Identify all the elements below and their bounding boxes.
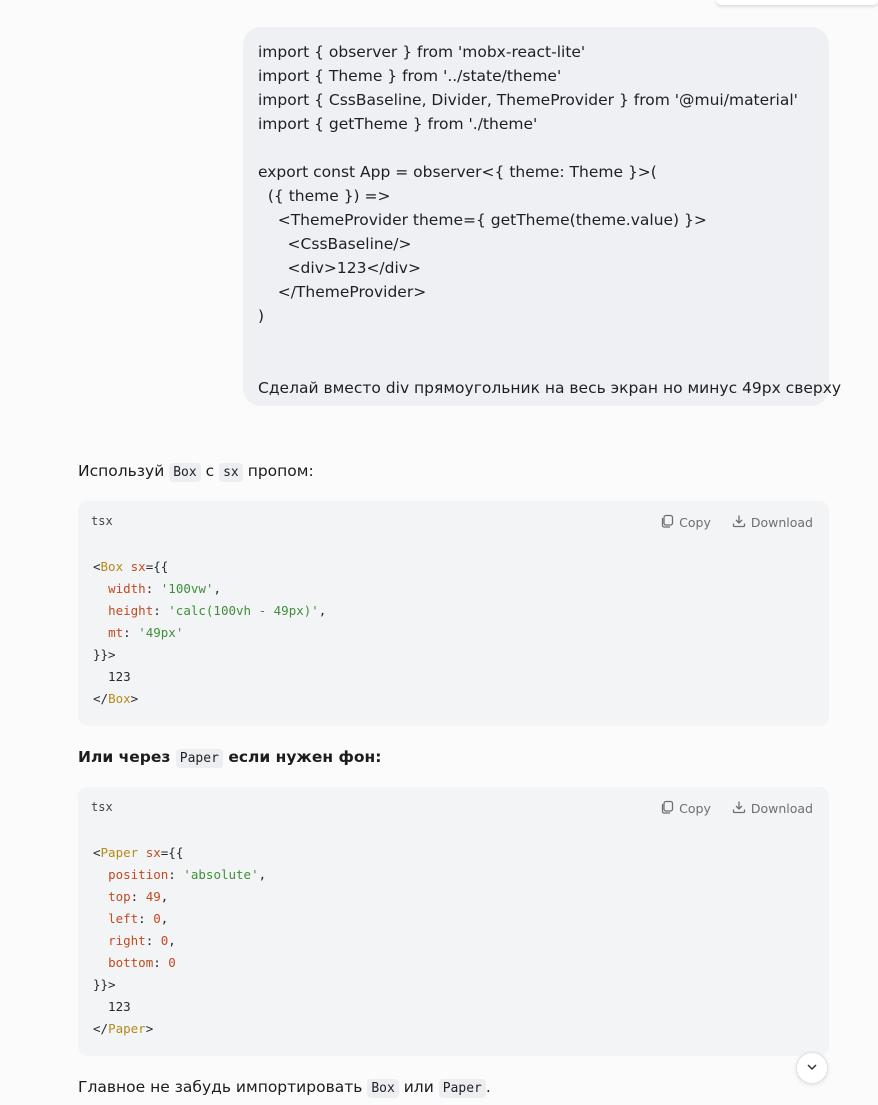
answer-intro — [78, 459, 314, 485]
intro-text-mid: с — [205, 462, 215, 480]
code-token: , — [213, 581, 221, 596]
code-token: < — [93, 845, 101, 860]
code-token: Box — [100, 559, 124, 574]
code-line — [93, 930, 266, 952]
code-line — [93, 1018, 266, 1040]
code-token: : — [153, 955, 169, 970]
code-line — [93, 556, 326, 578]
user-message-line: <CssBaseline/> — [258, 235, 412, 253]
user-message-line — [258, 136, 814, 160]
code-token — [93, 625, 108, 640]
code-token: sx — [145, 845, 161, 860]
code-token: , — [258, 867, 267, 882]
code-token: , — [160, 911, 169, 926]
code-token: , — [168, 933, 176, 948]
copy-label: Copy — [679, 515, 711, 530]
code-token: width — [108, 581, 146, 596]
code-actions — [659, 799, 813, 818]
inline-code-sx: sx — [219, 463, 243, 482]
code-token: : — [130, 889, 146, 904]
download-label: Download — [750, 801, 813, 816]
code-token: }}> — [93, 977, 116, 992]
code-line — [93, 644, 326, 666]
code-actions — [659, 513, 813, 532]
code-token: , — [318, 603, 327, 618]
code-token — [93, 911, 108, 926]
code-token: 123 — [93, 999, 131, 1014]
intro-text-before: Используй — [78, 462, 165, 480]
code-token: 0 — [160, 933, 169, 948]
code-token: 0 — [168, 955, 176, 970]
code-language-label: tsx — [91, 800, 113, 814]
code-line — [93, 600, 326, 622]
top-popover-edge — [716, 0, 878, 5]
code-token: left — [108, 911, 139, 926]
inline-code-paper: Paper — [176, 749, 223, 768]
code-line — [93, 842, 266, 864]
code-token — [123, 559, 131, 574]
code-line — [93, 578, 326, 600]
code-token: bottom — [108, 955, 154, 970]
user-message-line: <ThemeProvider theme={ getTheme(theme.value) }> — [258, 211, 707, 229]
code-token — [93, 889, 108, 904]
code-line — [93, 622, 326, 644]
code-token — [93, 933, 108, 948]
code-token: : — [168, 867, 184, 882]
user-message-line: export const App = observer<{ theme: Theme }>( — [258, 163, 657, 181]
answer-heading — [78, 745, 381, 771]
download-icon — [731, 513, 747, 532]
code-block-paper — [78, 787, 829, 1056]
download-button[interactable] — [731, 513, 813, 532]
code-token: : — [145, 933, 161, 948]
copy-button[interactable] — [659, 513, 711, 532]
code-token: position — [108, 867, 169, 882]
heading-text-after: если нужен фон: — [228, 748, 382, 766]
code-token: '49px' — [138, 625, 184, 640]
code-token: top — [108, 889, 131, 904]
copy-icon — [659, 513, 675, 532]
user-message-line: import { CssBaseline, Divider, ThemeProvider } from '@mui/material' — [258, 91, 798, 109]
code-token: </ — [93, 1021, 109, 1036]
user-message-bubble — [243, 27, 842, 406]
code-token — [93, 581, 108, 596]
code-line — [93, 952, 266, 974]
code-token: : — [153, 603, 169, 618]
code-token: , — [160, 889, 169, 904]
answer-outro — [78, 1075, 491, 1101]
user-message-line: ({ theme }) => — [258, 187, 391, 205]
download-button[interactable] — [731, 799, 813, 818]
user-message-line: import { getTheme } from './theme' — [258, 115, 538, 133]
code-token: mt — [108, 625, 124, 640]
code-token: </ — [93, 691, 109, 706]
code-token: 'absolute' — [183, 867, 259, 882]
code-token: 0 — [153, 911, 161, 926]
user-message-line — [258, 352, 814, 376]
code-token — [93, 867, 108, 882]
code-line — [93, 996, 266, 1018]
code-token: : — [123, 625, 139, 640]
code-token: 49 — [145, 889, 161, 904]
code-token: height — [108, 603, 154, 618]
code-token: > — [145, 1021, 154, 1036]
user-message-line — [258, 328, 814, 352]
user-message-line: import { observer } from 'mobx-react-lite' — [258, 43, 586, 61]
code-token: 123 — [93, 669, 131, 684]
code-token: right — [108, 933, 146, 948]
code-language-label: tsx — [91, 514, 113, 528]
code-token: Paper — [108, 1021, 146, 1036]
download-icon — [731, 799, 747, 818]
code-body — [93, 842, 266, 1040]
code-token — [138, 845, 146, 860]
code-token: Paper — [100, 845, 139, 860]
code-line — [93, 864, 266, 886]
code-line — [93, 886, 266, 908]
download-label: Download — [750, 515, 813, 530]
scroll-to-bottom-button[interactable] — [796, 1052, 828, 1084]
copy-label: Copy — [679, 801, 711, 816]
code-token: ={{ — [145, 559, 169, 574]
code-token — [93, 955, 108, 970]
code-body — [93, 556, 326, 710]
inline-code-box: Box — [367, 1079, 398, 1098]
code-line — [93, 974, 266, 996]
outro-text-after: . — [485, 1078, 491, 1096]
intro-text-after: пропом: — [247, 462, 314, 480]
code-token: > — [130, 691, 139, 706]
user-message-line: ) — [258, 307, 265, 325]
user-message-line: </ThemeProvider> — [258, 283, 427, 301]
code-token: }}> — [93, 647, 116, 662]
code-line — [93, 666, 326, 688]
code-line — [93, 688, 326, 710]
code-token: sx — [130, 559, 146, 574]
chevron-down-icon — [805, 1059, 819, 1078]
code-token: < — [93, 559, 101, 574]
heading-text-before: Или через — [78, 748, 171, 766]
code-token: '100vw' — [160, 581, 214, 596]
copy-icon — [659, 799, 675, 818]
outro-text-before: Главное не забудь импортировать — [78, 1078, 363, 1096]
code-token — [93, 603, 108, 618]
code-token: Box — [108, 691, 131, 706]
inline-code-box: Box — [169, 463, 200, 482]
user-message-line: import { Theme } from '../state/theme' — [258, 67, 562, 85]
copy-button[interactable] — [659, 799, 711, 818]
user-message-line: Сделай вместо div прямоугольник на весь экран но минус 49px сверху — [258, 379, 842, 397]
code-token: : — [138, 911, 154, 926]
code-block-box — [78, 501, 829, 726]
user-message-line: <div>123</div> — [258, 259, 421, 277]
outro-text-mid: или — [403, 1078, 434, 1096]
inline-code-paper: Paper — [439, 1079, 486, 1098]
code-token: ={{ — [160, 845, 184, 860]
code-token: : — [145, 581, 161, 596]
code-line — [93, 908, 266, 930]
code-token: 'calc(100vh - 49px)' — [168, 603, 319, 618]
